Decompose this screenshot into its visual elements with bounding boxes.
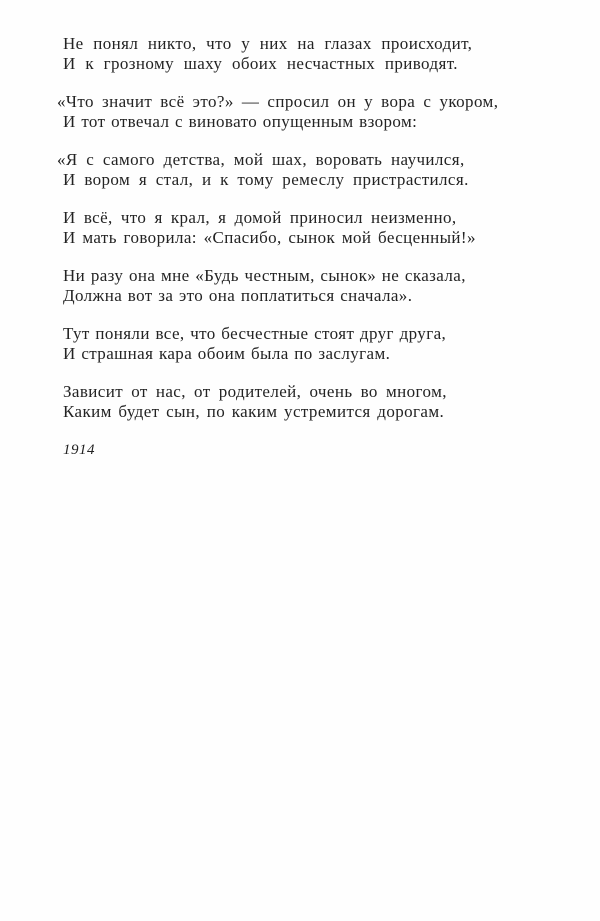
poem-line: «Я с самого детства, мой шах, воровать научился, (57, 150, 465, 169)
poem-line: Тут поняли все, что бесчестные стоят друг друга, (63, 324, 447, 343)
poem-line: И страшная кара обоим была по заслугам. (63, 344, 391, 363)
stanza (63, 382, 563, 422)
stanza (57, 150, 563, 190)
poem-line: И всё, что я крал, я домой приносил неизменно, (63, 208, 457, 227)
stanza (63, 266, 563, 306)
stanza (63, 34, 563, 74)
poem-line: «Что значит всё это?» — спросил он у вора с укором, (57, 92, 499, 111)
poem-line: Зависит от нас, от родителей, очень во многом, (63, 382, 447, 401)
stanza (63, 324, 563, 364)
stanza (57, 92, 563, 132)
poem-line: И мать говорила: «Спасибо, сынок мой бесценный!» (63, 228, 476, 247)
poem-line: И к грозному шаху обоих несчастных приводят. (63, 54, 458, 73)
poem-line: Каким будет сын, по каким устремится дорогам. (63, 402, 445, 421)
stanza (63, 208, 563, 248)
poem (57, 34, 563, 460)
poem-line: И тот отвечал с виновато опущенным взором: (63, 112, 418, 131)
poem-line: Ни разу она мне «Будь честным, сынок» не сказала, (63, 266, 466, 285)
poem-line: Не понял никто, что у них на глазах происходит, (63, 34, 473, 53)
poem-line: Должна вот за это она поплатиться сначала». (63, 286, 413, 305)
poem-year: 1914 (63, 442, 95, 458)
poem-line: И вором я стал, и к тому ремеслу пристрастился. (63, 170, 469, 189)
